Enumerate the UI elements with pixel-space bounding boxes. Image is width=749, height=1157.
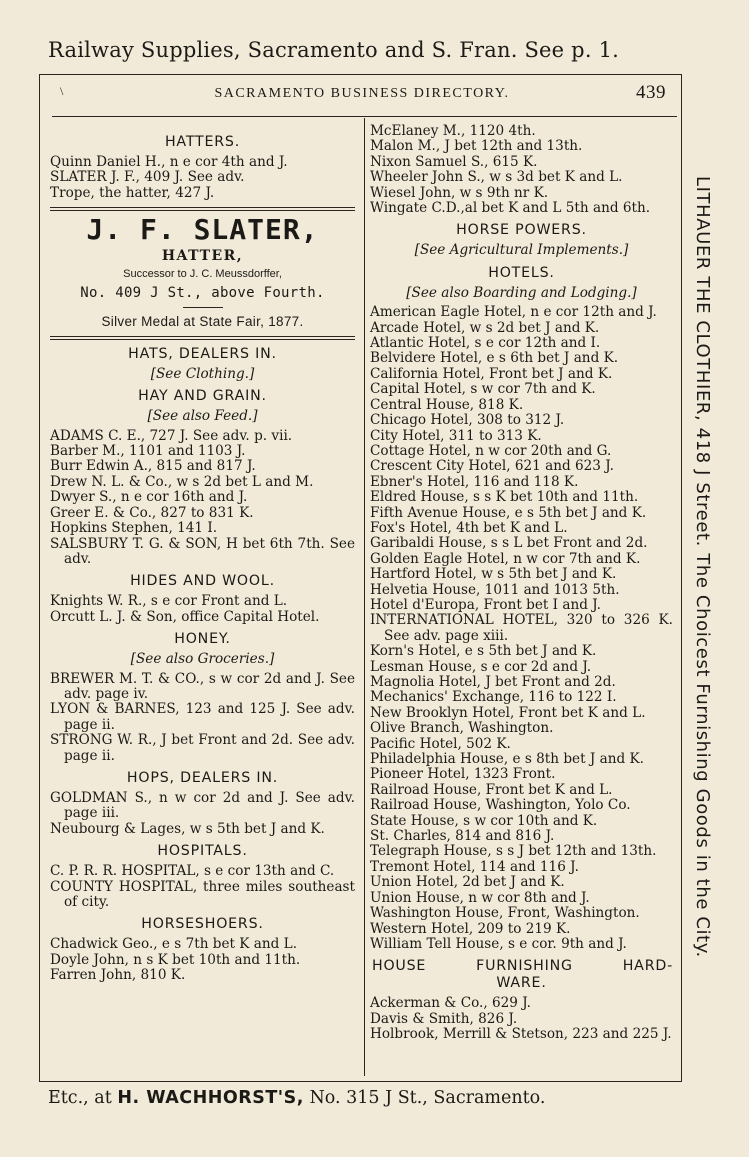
cross-reference: [See Agricultural Implements.] [414, 242, 629, 259]
hotel-list [370, 305, 673, 952]
header-rule [52, 116, 677, 117]
advert-medal: Silver Medal at State Fair, 1877. [101, 314, 304, 330]
section-heading-hats-dealers: HATS, DEALERS IN. [128, 345, 277, 362]
advert-name: J. F. SLATER, [86, 213, 319, 247]
hotel-entry: Arcade Hotel, w s 2d bet J and K. [370, 319, 600, 336]
listing-entry: SALSBURY T. G. & SON, H bet 6th 7th. See adv. [50, 535, 355, 567]
listing-entry: C. P. R. R. HOSPITAL, s e cor 13th and C. [50, 863, 335, 880]
listing-entry: ADAMS C. E., 727 J. See adv. p. vii. [50, 427, 293, 444]
section-heading-hospitals: HOSPITALS. [157, 843, 248, 860]
hotel-entry: Fifth Avenue House, e s 5th bet J and K. [370, 504, 647, 521]
section-heading-hops: HOPS, DEALERS IN. [126, 769, 279, 786]
listing-entry: SLATER J. F., 409 J. See adv. [50, 169, 245, 186]
hotel-entry: Ebner's Hotel, 116 and 118 K. [370, 473, 579, 490]
hotel-entry: State House, s w cor 10th and K. [370, 812, 598, 829]
hotel-entry: Western Hotel, 209 to 219 K. [370, 920, 571, 937]
hotel-entry: Magnolia Hotel, J bet Front and 2d. [370, 674, 616, 690]
hotel-entry: William Tell House, s e cor. 9th and J. [370, 935, 627, 952]
listing-entry: COUNTY HOSPITAL, three miles southeast of city. [50, 878, 355, 910]
listing-entry: Quinn Daniel H., n e cor 4th and J. [50, 154, 288, 170]
hotel-entry: Railroad House, Front bet K and L. [370, 781, 613, 798]
page-number: 439 [636, 82, 666, 103]
cross-reference: [See also Boarding and Lodging.] [406, 284, 637, 301]
hotel-entry: Pioneer Hotel, 1323 Front. [370, 766, 556, 783]
hotel-entry: Hotel d'Europa, Front bet I and J. [370, 596, 601, 613]
hotel-entry: Union Hotel, 2d bet J and K. [370, 874, 565, 891]
hotel-entry: Eldred House, s s K bet 10th and 11th. [370, 489, 639, 506]
cross-reference: [See also Feed.] [147, 408, 258, 425]
listing-entry: McElaney M., 1120 4th. [370, 123, 536, 139]
advert-trade: HATTER, [161, 248, 244, 265]
hotel-entry: Central House, 818 K. [370, 396, 524, 413]
advert-successor: Successor to J. C. Meussdorffer, [123, 267, 282, 280]
listing-entry: Greer E. & Co., 827 to 831 K. [50, 504, 254, 521]
listing-entry: Barber M., 1101 and 1103 J. [50, 443, 246, 460]
listing-entry: Doyle John, n s K bet 10th and 11th. [50, 951, 301, 968]
hotel-entry: Golden Eagle Hotel, n w cor 7th and K. [370, 550, 641, 567]
hotel-entry: California Hotel, Front bet J and K. [370, 365, 613, 382]
listing-entry: Dwyer S., n e cor 16th and J. [50, 489, 248, 506]
listing-entry: Nixon Samuel S., 615 K. [370, 153, 538, 170]
section-heading-horse-powers: HORSE POWERS. [456, 222, 587, 239]
hotel-entry: St. Charles, 814 and 816 J. [370, 828, 555, 845]
hotel-entry: Mechanics' Exchange, 116 to 122 I. [370, 689, 617, 706]
section-heading-honey: HONEY. [174, 631, 231, 648]
running-head [52, 82, 672, 110]
listing-entry: Wheeler John S., w s 3d bet K and L. [370, 169, 623, 186]
hotel-entry: Hartford Hotel, w s 5th bet J and K. [370, 566, 617, 583]
listing-entry: Holbrook, Merrill & Stetson, 223 and 225 J. [370, 1026, 672, 1043]
hotel-entry: Philadelphia House, e s 8th bet J and K. [370, 751, 644, 768]
advert-short-rule [183, 307, 223, 308]
section-heading-house-furnishing [370, 958, 673, 975]
side-advert-lithauer: LITHAUER THE CLOTHIER, 418 J Street. The Choicest Furnishing Goods in the City. [692, 176, 713, 958]
bottom-advert-banner [48, 1088, 688, 1108]
listing-entry: Neubourg & Lages, w s 5th bet J and K. [50, 820, 325, 837]
section-heading-hotels: HOTELS. [488, 264, 555, 281]
left-column [50, 124, 355, 984]
hotel-entry: Washington House, Front, Washington. [370, 905, 640, 922]
hotel-entry: Railroad House, Washington, Yolo Co. [370, 797, 631, 814]
listing-entry: Drew N. L. & Co., w s 2d bet L and M. [50, 473, 314, 490]
hotel-entry: Atlantic Hotel, s e cor 12th and I. [370, 335, 601, 352]
listing-entry: Wiesel John, w s 9th nr K. [370, 184, 549, 201]
hotel-entry: Fox's Hotel, 4th bet K and L. [370, 519, 568, 536]
bottom-advert-name: H. WACHHORST'S, [117, 1088, 304, 1108]
running-head-title: SACRAMENTO BUSINESS DIRECTORY. [214, 86, 510, 101]
right-column [370, 124, 673, 1043]
hotel-entry: INTERNATIONAL HOTEL, 320 to 326 K. See adv. page xiii. [370, 612, 673, 644]
hotel-entry: Capital Hotel, s w cor 7th and K. [370, 381, 596, 398]
hotel-entry: Crescent City Hotel, 621 and 623 J. [370, 458, 614, 475]
hotel-entry: Olive Branch, Washington. [370, 720, 554, 737]
bottom-advert-prefix: Etc., at [48, 1088, 118, 1108]
listing-entry: Malon M., J bet 12th and 13th. [370, 138, 583, 155]
hotel-entry: Lesman House, s e cor 2d and J. [370, 658, 592, 675]
listing-entry: Knights W. R., s e cor Front and L. [50, 593, 288, 610]
listing-entry: Hopkins Stephen, 141 I. [50, 520, 218, 537]
listing-entry: Davis & Smith, 826 J. [370, 1010, 518, 1027]
heading-word: FURNISHING [476, 958, 573, 975]
listing-entry: Burr Edwin A., 815 and 817 J. [50, 458, 256, 475]
column-divider [364, 118, 365, 1076]
hotel-entry: Pacific Hotel, 502 K. [370, 735, 511, 752]
running-head-mark: \ [60, 84, 65, 98]
hotel-entry: Chicago Hotel, 308 to 312 J. [370, 412, 565, 429]
hotel-entry: Garibaldi House, s s L bet Front and 2d. [370, 535, 648, 552]
section-heading-horseshoers: HORSESHOERS. [141, 916, 264, 933]
listing-entry: LYON & BARNES, 123 and 125 J. See adv. page ii. [50, 701, 355, 733]
hotel-entry: Helvetia House, 1011 and 1013 5th. [370, 581, 620, 598]
hotel-entry: Belvidere Hotel, e s 6th bet J and K. [370, 350, 619, 367]
listing-entry: Ackerman & Co., 629 J. [370, 995, 531, 1012]
bottom-advert-suffix: No. 315 J St., Sacramento. [303, 1088, 546, 1108]
listing-entry: GOLDMAN S., n w cor 2d and J. See adv. page iii. [50, 789, 355, 822]
hotel-entry: City Hotel, 311 to 313 K. [370, 427, 542, 444]
heading-word: HARD- [622, 958, 673, 975]
hotel-entry: Tremont Hotel, 114 and 116 J. [370, 858, 579, 875]
listing-entry: Orcutt L. J. & Son, office Capital Hotel. [50, 608, 320, 625]
cross-reference: [See Clothing.] [150, 365, 255, 382]
heading-word: HOUSE [372, 958, 427, 975]
advert-address: No. 409 J St., above Fourth. [80, 285, 325, 302]
listing-entry: Trope, the hatter, 427 J. [50, 184, 215, 201]
cross-reference: [See also Groceries.] [130, 651, 275, 668]
section-heading-house-furnishing-cont: WARE. [496, 975, 547, 992]
top-advert-banner: Railway Supplies, Sacramento and S. Fran. See p. 1. [48, 38, 620, 62]
listing-entry: Chadwick Geo., e s 7th bet K and L. [50, 936, 298, 953]
hotel-entry: American Eagle Hotel, n e cor 12th and J. [370, 304, 657, 321]
listing-entry: Wingate C.D.,al bet K and L 5th and 6th. [370, 200, 651, 217]
hotel-entry: Telegraph House, s s J bet 12th and 13th. [370, 843, 657, 860]
advert-bottom-rule [50, 336, 355, 340]
hotel-entry: Union House, n w cor 8th and J. [370, 889, 590, 906]
slater-advert [50, 211, 355, 336]
hotel-entry: New Brooklyn Hotel, Front bet K and L. [370, 704, 646, 721]
listing-entry: STRONG W. R., J bet Front and 2d. See adv. page ii. [50, 732, 355, 764]
section-heading-hides-wool: HIDES AND WOOL. [130, 573, 275, 590]
section-heading-hay-grain: HAY AND GRAIN. [138, 388, 267, 405]
listing-entry: Farren John, 810 K. [50, 967, 186, 984]
section-heading-hatters: HATTERS. [164, 134, 241, 150]
hotel-entry: Korn's Hotel, e s 5th bet J and K. [370, 643, 597, 660]
listing-entry: BREWER M. T. & CO., s w cor 2d and J. See adv. page iv. [50, 670, 355, 702]
hotel-entry: Cottage Hotel, n w cor 20th and G. [370, 442, 612, 459]
